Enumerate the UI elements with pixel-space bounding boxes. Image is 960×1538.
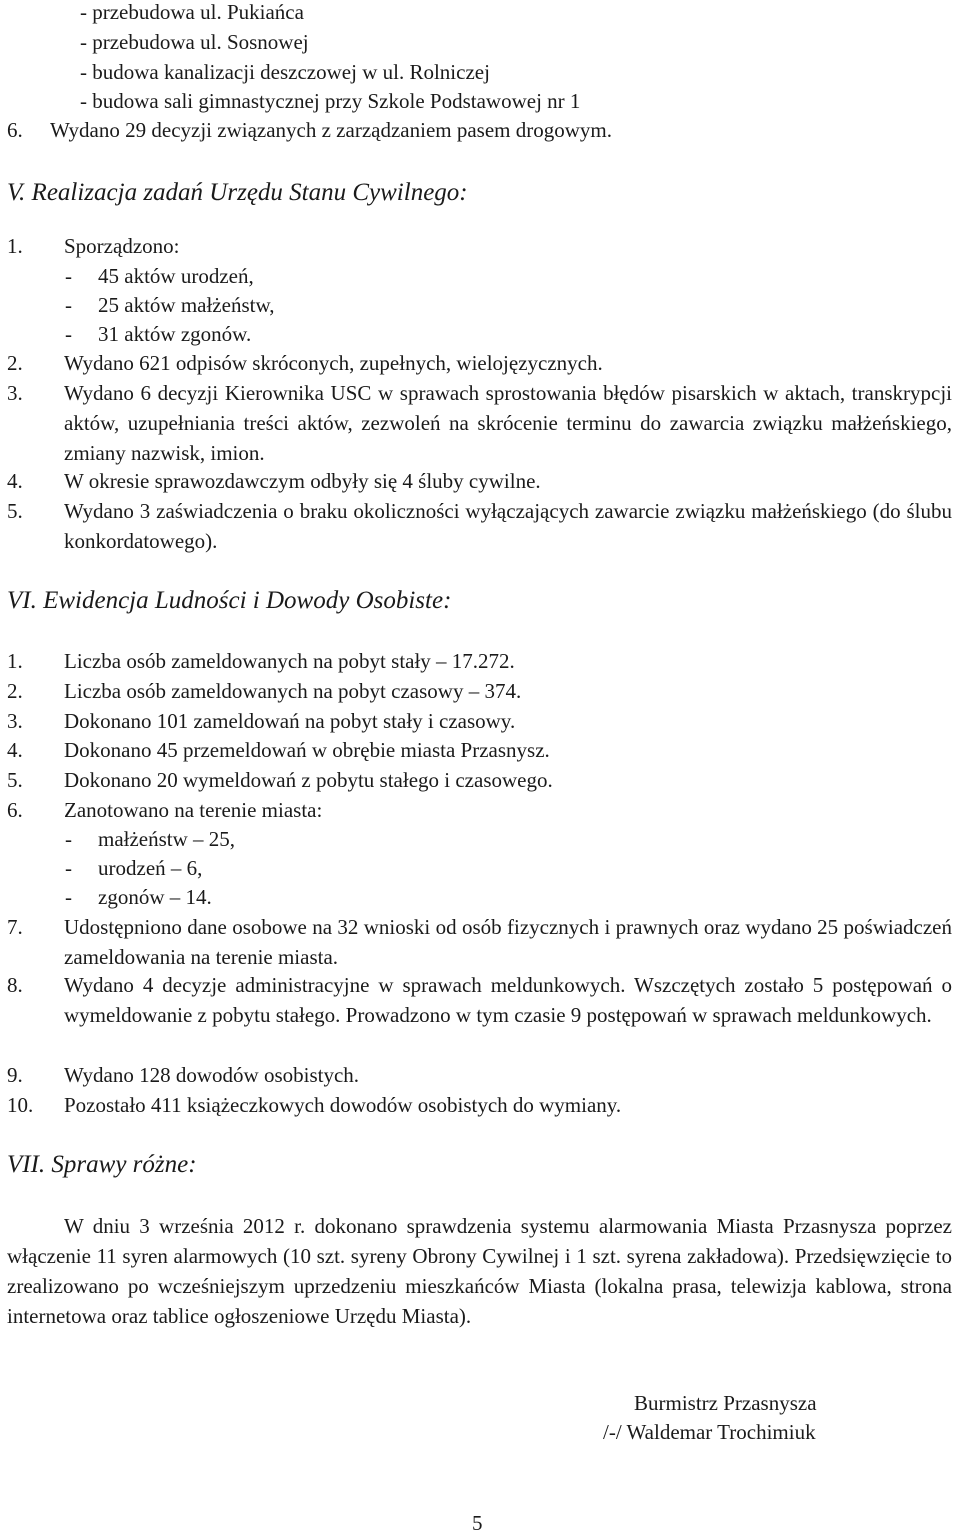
list-item: Dokonano 45 przemeldowań w obrębie miasta Przasnysz. xyxy=(64,738,550,762)
sub-item: urodzeń – 6, xyxy=(98,856,203,880)
list-item: Liczba osób zameldowanych na pobyt czasowy – 374. xyxy=(64,679,522,703)
body-paragraph: W dniu 3 września 2012 r. dokonano sprawdzenia systemu alarmowania Miasta Przasnysza poprzez włączenie 11 syren alarmowych (10 szt. syreny Obrony Cywilnej i 1 szt. syrena zakładowa). Przedsięwzięcie to zrealizowano po wcześniejszym uprzedzeniu mieszkańców Miasta (lokalna prasa, telewizja kablowa, strona internetowa oraz tablice ogłoszeniowe Urzędu Miasta). xyxy=(7,1214,952,1328)
item-number: 2. xyxy=(7,679,23,703)
item-number: 4. xyxy=(7,738,23,762)
dash-marker: - xyxy=(65,885,72,909)
section-heading-vi: VI. Ewidencja Ludności i Dowody Osobiste: xyxy=(7,587,452,614)
page-number: 5 xyxy=(472,1511,483,1535)
item-number: 5. xyxy=(7,499,23,523)
list-item: - budowa sali gimnastycznej przy Szkole Podstawowej nr 1 xyxy=(80,89,581,113)
item-number: 4. xyxy=(7,469,23,493)
item-number: 2. xyxy=(7,351,23,375)
signature-title: Burmistrz Przasnysza xyxy=(634,1391,817,1415)
item-number: 1. xyxy=(7,234,23,258)
signature-name: /-/ Waldemar Trochimiuk xyxy=(603,1420,816,1444)
sub-item: zgonów – 14. xyxy=(98,885,212,909)
list-item: Wydano 128 dowodów osobistych. xyxy=(64,1063,360,1087)
item-number: 3. xyxy=(7,709,23,733)
list-item: Sporządzono: xyxy=(64,234,180,258)
list-item: Pozostało 411 książeczkowych dowodów osobistych do wymiany. xyxy=(64,1093,622,1117)
item-number: 3. xyxy=(7,381,23,405)
list-item: - przebudowa ul. Sosnowej xyxy=(80,30,309,54)
item-number: 6. xyxy=(7,118,23,142)
list-item: Wydano 621 odpisów skróconych, zupełnych, wielojęzycznych. xyxy=(64,351,603,375)
list-item: Dokonano 101 zameldowań na pobyt stały i czasowy. xyxy=(64,709,516,733)
sub-item: 45 aktów urodzeń, xyxy=(98,264,254,288)
dash-marker: - xyxy=(65,322,72,346)
item-number: 9. xyxy=(7,1063,23,1087)
item-number: 1. xyxy=(7,649,23,673)
item-number: 5. xyxy=(7,768,23,792)
list-item: - przebudowa ul. Pukiańca xyxy=(80,0,304,24)
item-number: 8. xyxy=(7,973,23,997)
dash-marker: - xyxy=(65,293,72,317)
list-item: Wydano 3 zaświadczenia o braku okoliczności wyłączających zawarcie związku małżeńskiego (do ślubu konkordatowego). xyxy=(64,499,952,553)
section-heading-v: V. Realizacja zadań Urzędu Stanu Cywilnego: xyxy=(7,179,468,206)
dash-marker: - xyxy=(65,827,72,851)
item-number: 6. xyxy=(7,798,23,822)
list-item: Udostępniono dane osobowe na 32 wnioski od osób fizycznych i prawnych oraz wydano 25 poświadczeń zameldowania na terenie miasta. xyxy=(64,915,952,969)
list-item: Wydano 6 decyzji Kierownika USC w sprawach sprostowania błędów pisarskich w aktach, transkrypcji aktów, uzupełniania treści aktów, zezwoleń na skrócenie terminu do zawarcia związku małżeńskiego, zmiany nazwisk, imion. xyxy=(64,381,952,465)
dash-marker: - xyxy=(65,856,72,880)
sub-item: 31 aktów zgonów. xyxy=(98,322,252,346)
list-item: Dokonano 20 wymeldowań z pobytu stałego i czasowego. xyxy=(64,768,553,792)
item-number: 10. xyxy=(7,1093,34,1117)
list-item: Liczba osób zameldowanych na pobyt stały – 17.272. xyxy=(64,649,515,673)
section-heading-vii: VII. Sprawy różne: xyxy=(7,1151,197,1178)
list-item: Wydano 29 decyzji związanych z zarządzaniem pasem drogowym. xyxy=(50,118,612,142)
list-item: Wydano 4 decyzje administracyjne w sprawach meldunkowych. Wszczętych zostało 5 postępowań o wymeldowanie z pobytu stałego. Prowadzono w tym czasie 9 postępowań w sprawach meldunkowych. xyxy=(64,973,952,1027)
sub-item: małżeństw – 25, xyxy=(98,827,236,851)
sub-item: 25 aktów małżeństw, xyxy=(98,293,275,317)
list-item: Zanotowano na terenie miasta: xyxy=(64,798,323,822)
item-number: 7. xyxy=(7,915,23,939)
dash-marker: - xyxy=(65,264,72,288)
list-item: W okresie sprawozdawczym odbyły się 4 śluby cywilne. xyxy=(64,469,541,493)
list-item: - budowa kanalizacji deszczowej w ul. Rolniczej xyxy=(80,60,490,84)
